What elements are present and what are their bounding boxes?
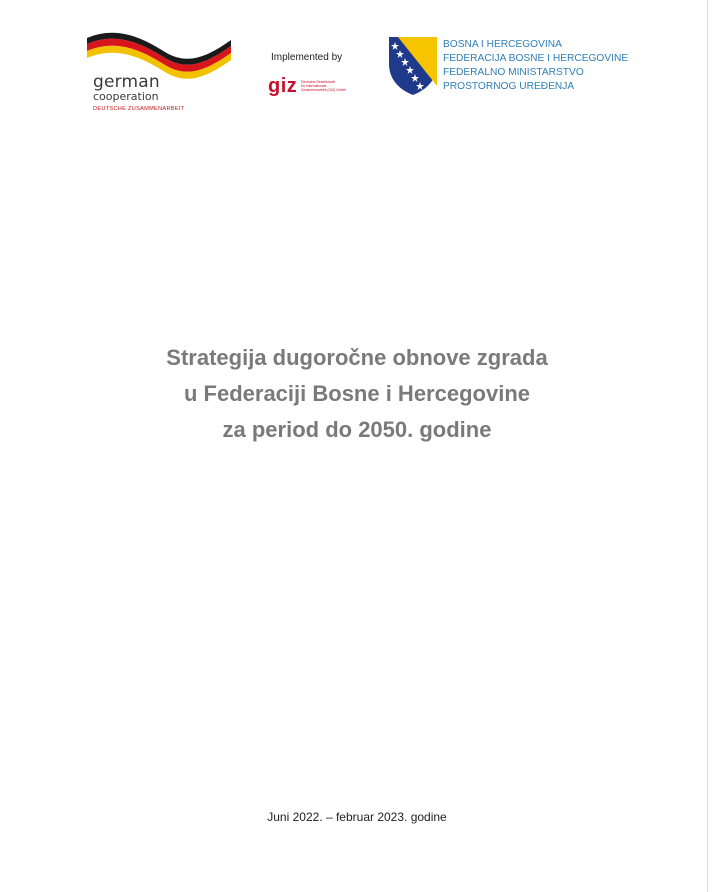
ministry-line: FEDERALNO MINISTARSTVO [443,67,584,78]
ministry-line: PROSTORNOG UREĐENJA [443,81,575,92]
giz-org-name [301,80,361,93]
german-cooperation-logo [85,30,235,116]
german-cooperation-word-german: german [93,72,160,92]
german-cooperation-word-cooperation: cooperation [93,90,159,103]
document-date: Juni 2022. – februar 2023. godine [267,810,447,824]
german-cooperation-subtitle: DEUTSCHE ZUSAMMENARBEIT [93,106,185,112]
giz-org-line: für Internationale [301,84,327,89]
title-line: u Federaciji Bosne i Hercegovine [183,381,530,406]
title-line: za period do 2050. godine [222,417,492,442]
giz-logo: giz [268,75,298,97]
giz-org-line: Zusammenarbeit (GIZ) GmbH [301,88,347,93]
implemented-by-label: Implemented by [271,52,343,63]
ministry-line: FEDERACIJA BOSNE I HERCEGOVINE [443,53,629,64]
bih-coat-of-arms-icon [388,36,438,96]
document-title [0,340,714,448]
giz-org-line: Deutsche Gesellschaft [301,80,335,84]
ministry-line: BOSNA I HERCEGOVINA [443,39,562,50]
title-line: Strategija dugoročne obnove zgrada [166,345,548,370]
ministry-name [443,38,628,94]
